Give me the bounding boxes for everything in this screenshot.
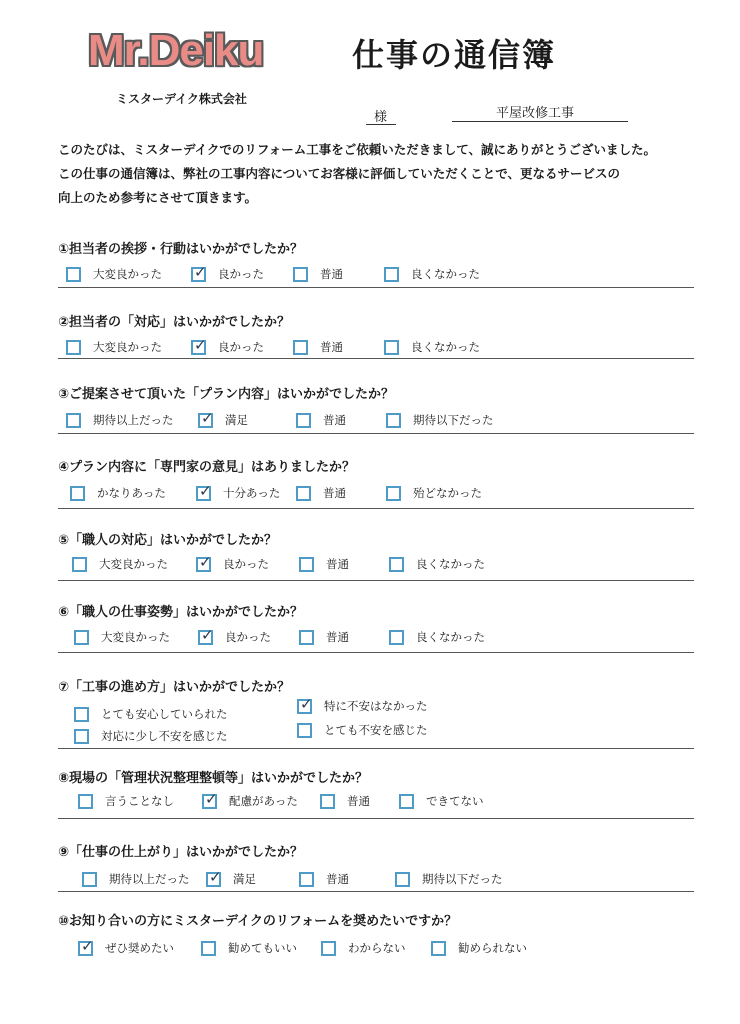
intro-line: この仕事の通信簿は、弊社の工事内容についてお客様に評価していただくことで、更なるサービスの [58,166,621,181]
intro-paragraph [58,138,698,210]
answer-label: ぜひ奨めたい [105,941,174,955]
checkbox-checked[interactable] [202,789,218,809]
answer-option[interactable] [198,625,271,645]
checkbox-checked[interactable] [196,481,212,501]
checkbox-checked[interactable] [196,552,212,572]
checkbox[interactable] [384,267,399,282]
answer-label: 勧められない [458,941,527,955]
question-title: ⑧現場の「管理状況整理整頓等」はいかがでしたか？ [58,771,369,786]
answer-option[interactable] [431,940,527,956]
answer-option[interactable] [74,629,170,645]
answer-option[interactable] [399,793,484,809]
checkbox[interactable] [399,794,414,809]
section-divider [58,818,694,819]
checkbox[interactable] [74,729,89,744]
answer-option[interactable] [389,556,485,572]
checkbox[interactable] [296,486,311,501]
answer-option[interactable] [395,871,503,887]
section-divider [58,748,694,749]
answer-label: 期待以下だった [422,872,503,886]
section-divider [58,433,694,434]
check-mark-icon: ✓ [199,481,212,500]
question-title: ⑨「仕事の仕上がり」はいかがでしたか？ [58,845,304,860]
checkbox[interactable] [321,941,336,956]
check-mark-icon: ✓ [81,936,94,955]
answer-option[interactable] [196,552,269,572]
answer-option[interactable] [191,262,264,282]
answer-option[interactable] [296,412,346,428]
checkbox-checked[interactable] [191,262,207,282]
intro-line: 向上のため参考にさせて頂きます。 [58,190,258,205]
answer-option[interactable] [70,485,166,501]
question-title: ⑤「職人の対応」はいかがでしたか？ [58,533,278,548]
answer-option[interactable] [196,481,281,501]
checkbox[interactable] [82,872,97,887]
check-mark-icon: ✓ [201,408,214,427]
answer-option[interactable] [299,871,349,887]
answer-label: 勧めてもいい [228,941,297,955]
answer-label: 普通 [323,413,346,427]
question-title: ②担当者の「対応」はいかがでしたか？ [58,315,291,330]
checkbox[interactable] [386,486,401,501]
answer-label: かなりあった [97,486,166,500]
checkbox[interactable] [78,794,93,809]
answer-option[interactable] [66,412,174,428]
answer-option[interactable] [321,940,406,956]
document-title: 仕事の通信簿 [352,36,557,74]
answer-option[interactable] [293,266,343,282]
checkbox[interactable] [299,557,314,572]
answer-label: 普通 [326,557,349,571]
answer-option[interactable] [74,728,228,744]
answer-label: 殆どなかった [413,486,482,500]
checkbox[interactable] [299,872,314,887]
answer-option[interactable] [389,629,485,645]
checkbox[interactable] [386,413,401,428]
answer-label: 満足 [225,413,248,427]
answer-option[interactable] [66,339,162,355]
answer-label: 対応に少し不安を感じた [101,729,228,743]
checkbox[interactable] [70,486,85,501]
question-title: ③ご提案させて頂いた「プラン内容」はいかがでしたか？ [58,387,395,402]
section-divider [58,358,694,359]
check-mark-icon: ✓ [300,694,313,713]
answer-label: 良かった [218,340,264,354]
checkbox[interactable] [72,557,87,572]
question-title: ⑦「工事の進め方」はいかがでしたか？ [58,680,291,695]
checkbox[interactable] [395,872,410,887]
check-mark-icon: ✓ [209,867,222,886]
answer-label: 期待以下だった [413,413,494,427]
check-mark-icon: ✓ [201,625,214,644]
checkbox[interactable] [74,707,89,722]
checkbox[interactable] [293,267,308,282]
checkbox[interactable] [384,340,399,355]
answer-label: とても安心していられた [101,707,228,721]
section-divider [58,508,694,509]
answer-label: 普通 [326,872,349,886]
checkbox[interactable] [66,267,81,282]
checkbox[interactable] [296,413,311,428]
check-mark-icon: ✓ [194,262,207,281]
answer-label: 普通 [320,340,343,354]
check-mark-icon: ✓ [205,789,218,808]
checkbox[interactable] [201,941,216,956]
question-title: ①担当者の挨拶・行動はいかがでしたか？ [58,242,304,257]
answer-option[interactable] [72,556,168,572]
section-divider [58,891,694,892]
answer-option[interactable] [66,266,162,282]
checkbox-checked[interactable] [78,936,94,956]
checkbox-checked[interactable] [198,408,214,428]
check-mark-icon: ✓ [199,552,212,571]
question-title: ⑥「職人の仕事姿勢」はいかがでしたか？ [58,605,304,620]
answer-option[interactable] [386,485,482,501]
question-title: ⑩お知り合いの方にミスターデイクのリフォームを奨めたいですか？ [58,914,458,929]
answer-option[interactable] [82,871,190,887]
answer-option[interactable] [293,339,343,355]
answer-label: 普通 [320,267,343,281]
answer-label: 大変良かった [93,340,162,354]
check-mark-icon: ✓ [194,335,207,354]
answer-label: 普通 [347,794,370,808]
answer-option[interactable] [386,412,494,428]
checkbox-checked[interactable] [297,694,313,714]
checkbox[interactable] [320,794,335,809]
answer-label: 大変良かった [101,630,170,644]
answer-label: 十分あった [223,486,281,500]
answer-option[interactable] [78,793,174,809]
answer-label: 大変良かった [99,557,168,571]
intro-line: このたびは、ミスターデイクでのリフォーム工事をご依頼いただきまして、誠にありがとうございました。 [58,142,657,157]
section-divider [58,580,694,581]
answer-label: 満足 [233,872,256,886]
answer-label: 良くなかった [411,267,480,281]
answer-option[interactable] [384,339,480,355]
answer-label: 期待以上だった [93,413,174,427]
answer-option[interactable] [297,722,428,738]
checkbox[interactable] [66,413,81,428]
answer-label: できてない [426,794,484,808]
checkbox-checked[interactable] [198,625,214,645]
customer-suffix: 様 [374,110,388,125]
project-name-line [452,121,628,122]
answer-option[interactable] [299,629,349,645]
answer-label: 普通 [323,486,346,500]
answer-option[interactable] [198,408,248,428]
checkbox[interactable] [293,340,308,355]
project-name: 平屋改修工事 [496,106,575,121]
answer-label: 良かった [225,630,271,644]
answer-label: 期待以上だった [109,872,190,886]
checkbox[interactable] [389,630,404,645]
customer-name-line [366,124,396,125]
answer-label: 言うことなし [105,794,174,808]
answer-option[interactable] [201,940,297,956]
answer-option[interactable] [320,793,370,809]
checkbox-checked[interactable] [206,867,222,887]
answer-label: 良かった [223,557,269,571]
question-title: ④プラン内容に「専門家の意見」はありましたか？ [58,460,356,475]
checkbox[interactable] [431,941,446,956]
answer-label: 配慮があった [229,794,298,808]
answer-option[interactable] [202,789,298,809]
answer-label: 良かった [218,267,264,281]
answer-option[interactable] [299,556,349,572]
answer-option[interactable] [206,867,256,887]
answer-label: わからない [348,941,406,955]
answer-label: 良くなかった [416,630,485,644]
answer-label: 良くなかった [411,340,480,354]
answer-option[interactable] [78,936,174,956]
checkbox[interactable] [297,723,312,738]
answer-option[interactable] [74,706,228,722]
answer-option[interactable] [384,266,480,282]
checkbox[interactable] [389,557,404,572]
answer-option[interactable] [296,485,346,501]
answer-option[interactable] [297,694,428,714]
answer-label: 大変良かった [93,267,162,281]
company-name: ミスターデイク株式会社 [116,92,247,106]
checkbox[interactable] [74,630,89,645]
checkbox[interactable] [299,630,314,645]
section-divider [58,652,694,653]
section-divider [58,287,694,288]
answer-label: とても不安を感じた [324,723,428,737]
checkbox[interactable] [66,340,81,355]
answer-label: 普通 [326,630,349,644]
company-logo: Mr.Deiku [88,26,264,75]
answer-option[interactable] [191,335,264,355]
answer-label: 良くなかった [416,557,485,571]
checkbox-checked[interactable] [191,335,207,355]
answer-label: 特に不安はなかった [324,699,428,713]
